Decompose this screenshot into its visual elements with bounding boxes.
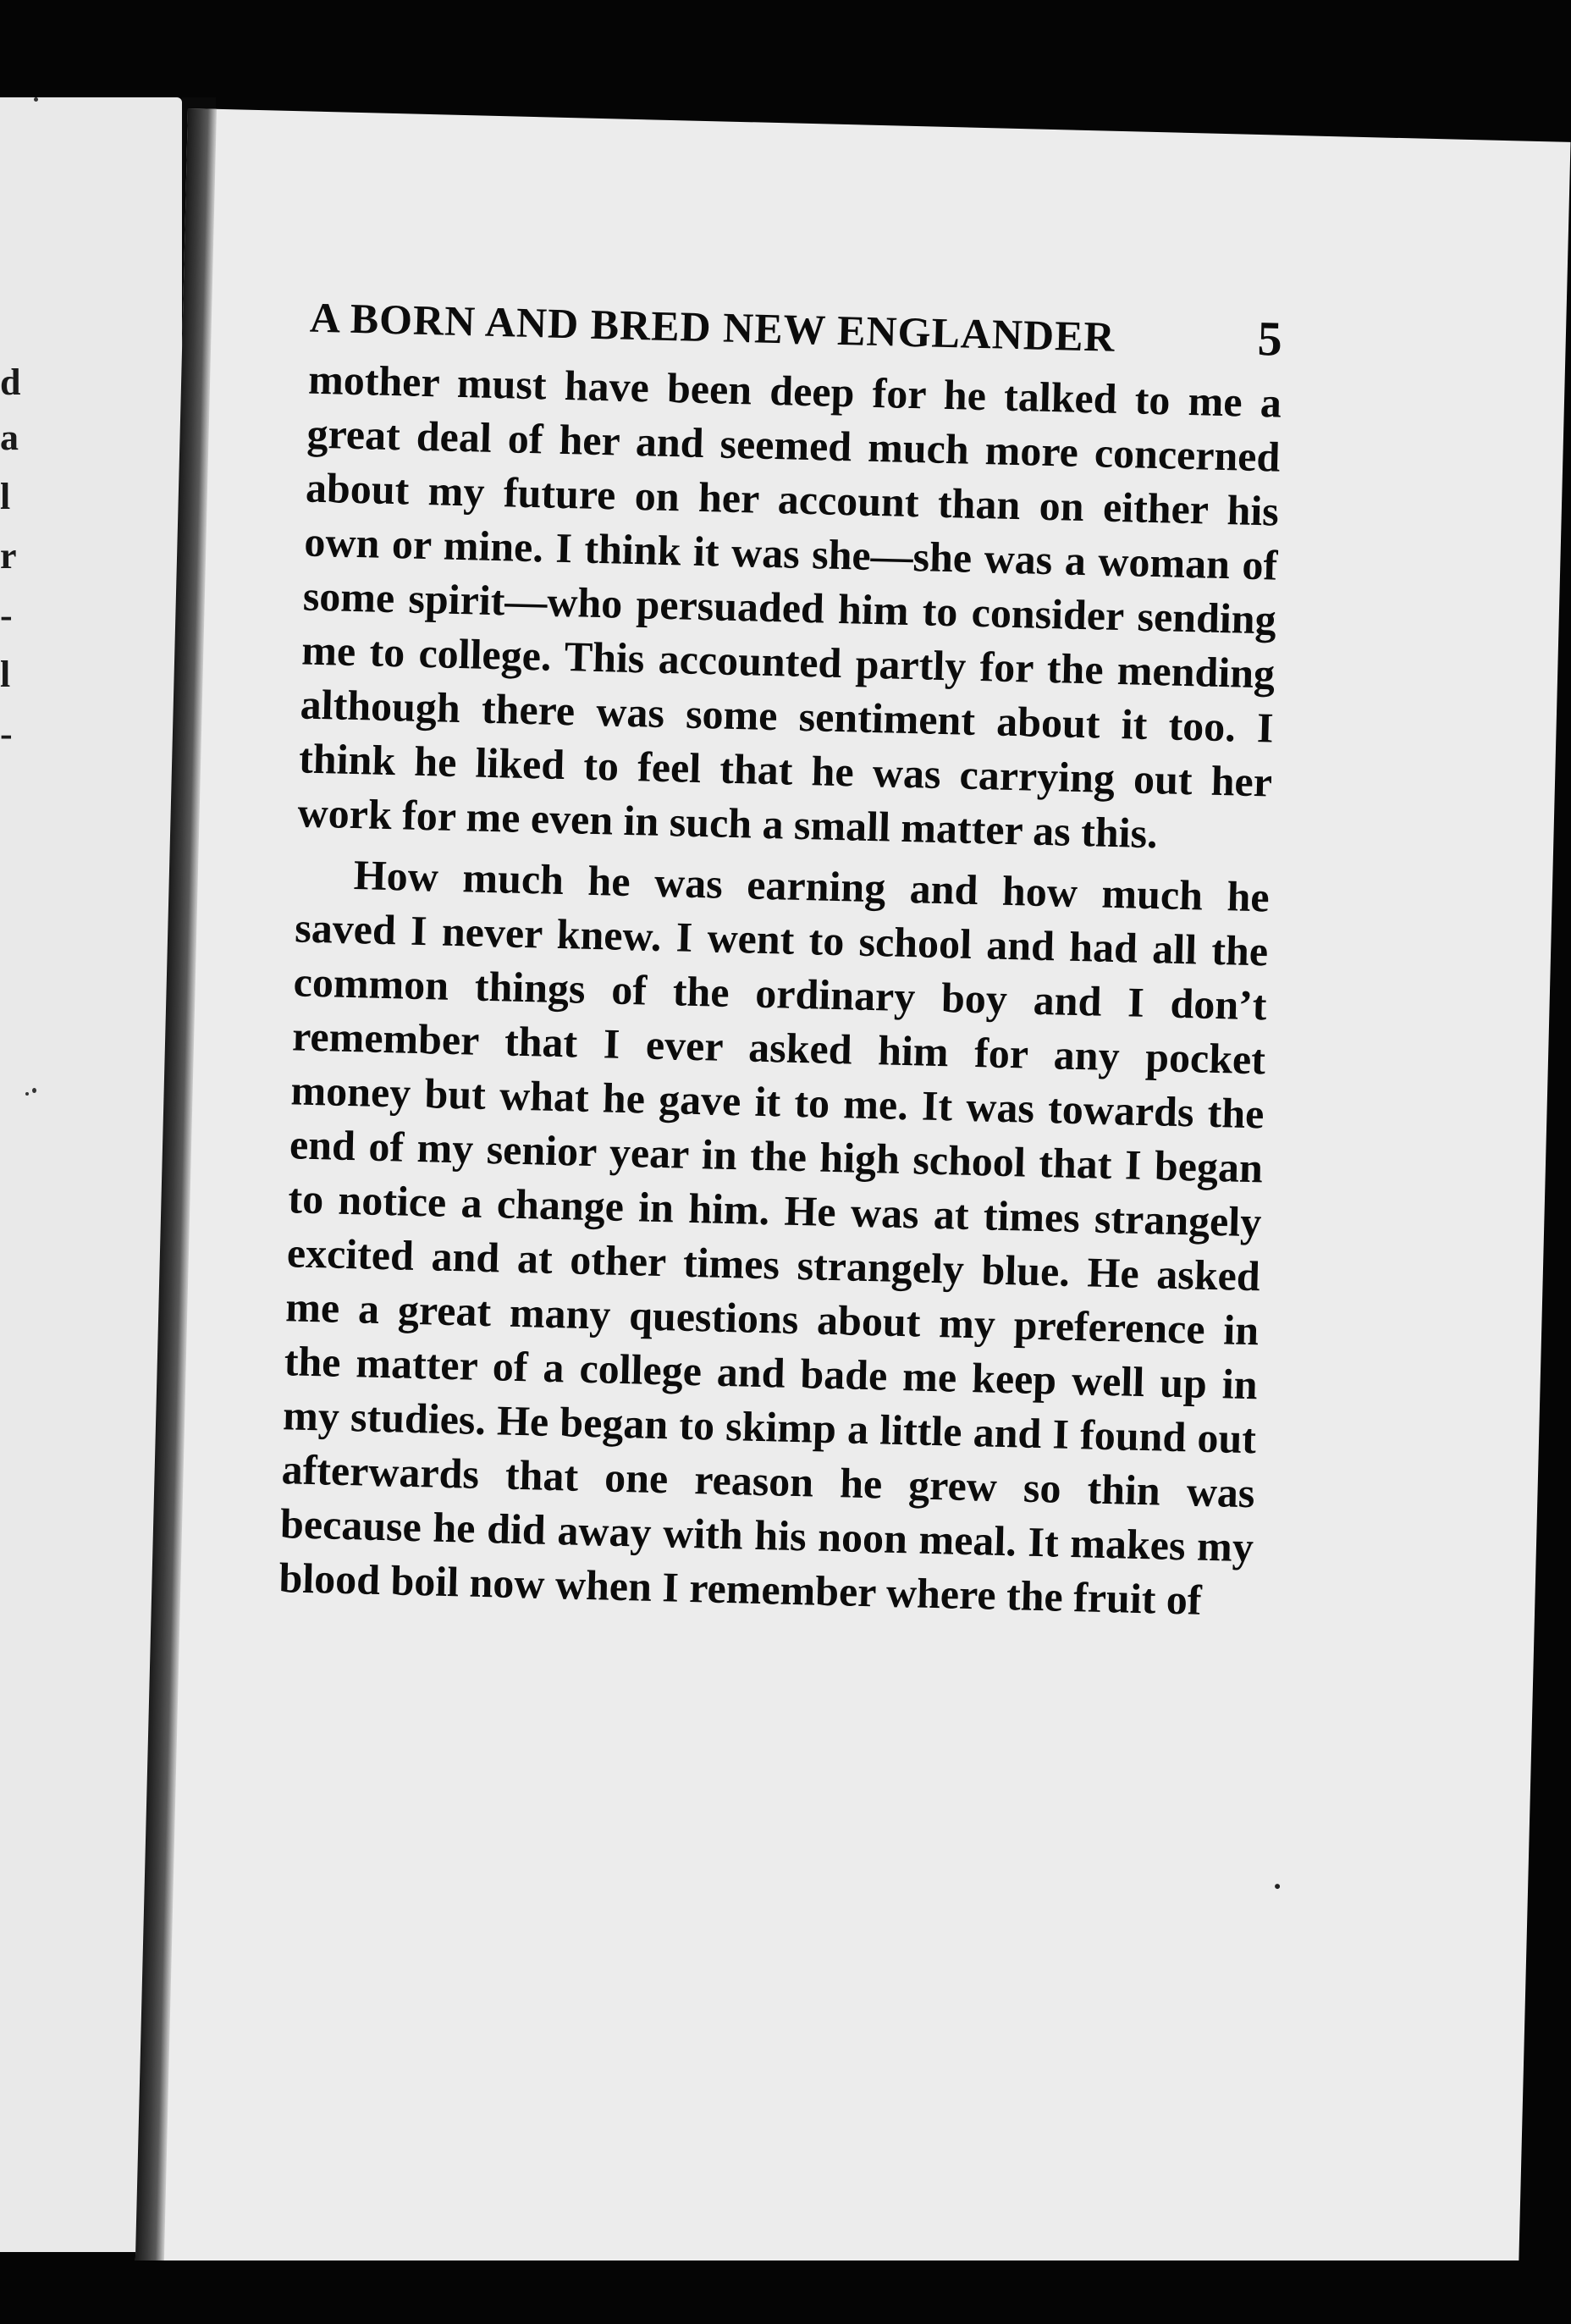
body-paragraph: mother must have been deep for he talked to me a great deal of her and seemed much more concerned about my future on her account than on either his own or mine. I think it was she—she was a woman of some spirit—who persuaded him to consider sending me to college. This accounted partly for the mending although there was some sentiment about it too. I think he liked to feel that he was carrying out her work for me even in such a small matter as this. [297, 355, 1282, 858]
facing-page-char: - [0, 594, 13, 636]
dust-speck [25, 1092, 29, 1096]
dust-speck [32, 1088, 36, 1093]
body-paragraph: How much he was earning and how much he saved I never knew. I went to school and had all the common things of the ordinary boy and I don’t remember that I ever asked him for any pocket money but what he gave it to me. It was towards the end of my senior year in the high school that I began to notice a change in him. He was at times strangely excited and at other times strangely blue. He asked me a great many questions about my preference in the matter of a college and bade me keep well up in my studies. He began to skimp a little and I found out afterwards that one reason he grew so thin was because he did away with his noon meal. It makes my blood boil now when I remember where the fruit of [278, 851, 1271, 1624]
running-head-title: A BORN AND BRED NEW ENGLANDER [309, 293, 1116, 361]
facing-page-char: d [0, 362, 21, 403]
facing-page-char: l [0, 654, 11, 695]
facing-page-char: a [0, 417, 19, 458]
facing-page-char: l [0, 476, 11, 517]
page-text-block [278, 287, 1284, 1629]
scan-border-bottom [0, 2261, 1571, 2324]
page-number: 5 [1256, 310, 1284, 367]
book-page [135, 108, 1571, 2305]
facing-page-char: - [0, 713, 13, 754]
facing-page-char: r [0, 535, 17, 577]
dust-speck [1275, 1884, 1280, 1889]
dust-speck [34, 97, 38, 102]
